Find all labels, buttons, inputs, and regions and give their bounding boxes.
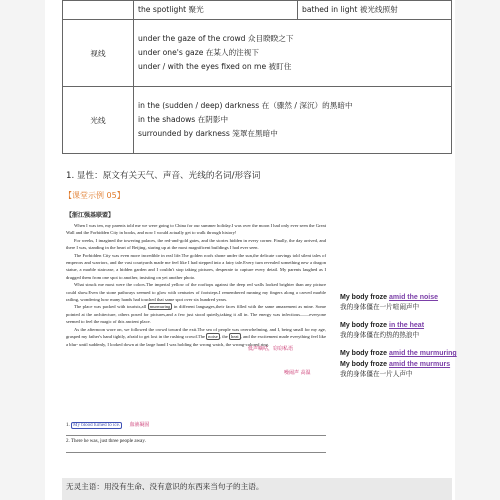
- table-row: [63, 87, 452, 154]
- table-row: [63, 20, 452, 87]
- answer-line: [66, 452, 326, 453]
- source-label: 【浙江强基联盟】: [66, 212, 115, 219]
- paragraph: For weeks, I imagined the towering palaces, the red-and-gold gates, and the stories hidden in every corner. Finally, the day arrived, and there I was, standing in the heart of Beijing, staring up at the most magnificent buildings I had ever seen.: [66, 237, 326, 251]
- passage: [66, 222, 326, 348]
- section-heading: 1. 显性：原文有关天气、声音、光线的名词/形容词: [66, 171, 261, 181]
- annotation-noise-heat: 噪闹声 高温: [284, 370, 311, 376]
- paragraph: [66, 303, 326, 325]
- question-1: 1. My blood turned to ice. 血液凝固: [66, 422, 150, 428]
- example-sentence: [340, 350, 457, 357]
- highlight-heat: heat: [231, 334, 239, 340]
- example-en: My body froze amid the noise: [340, 294, 439, 301]
- example-cn: 我的身体僵在一片喧闹声中: [340, 303, 420, 311]
- example-en: My body froze amid the murmuring: [340, 350, 457, 357]
- example-cn: 我的身体僵在灼热的热浪中: [340, 331, 420, 339]
- annotation-murmuring: 低声嘀咕，窃窃私语: [248, 346, 294, 352]
- example-cn: 我的身体僵在一片人声中: [340, 370, 413, 378]
- text-span: , the: [219, 334, 228, 340]
- paragraph: What struck me most were the colors.The imperial yellow of the rooftops against the deep red walls looked brighter than any picture could show.Even the stone pathways seemed to glow with centuries of footsteps.I remembered running my fingers along a carved marble railing, wondering how many hands had touched that same spot over six hundred years.: [66, 282, 326, 303]
- table-row: [63, 1, 452, 20]
- highlight-noise: noise: [208, 334, 218, 340]
- highlight-murmuring: murmuring: [149, 304, 171, 310]
- example-sentence: [340, 322, 424, 339]
- example-sentence: [340, 361, 450, 378]
- text-span: , and the excitement made everything feel like a blur- until suddenly, I looked down at the large hand I was holding the wrong watch, the wrong-colored ring.: [66, 334, 326, 347]
- example-tag: 【课堂示例 05】: [64, 191, 125, 200]
- phrase-line: in the (sudden / deep) darkness 在（骤然 / 深沉）的黑暗中: [138, 101, 353, 110]
- paragraph: When I was ten, my parents told me we were going to China for our summer holiday.I was over the moon I had only ever seen the Great Wall and the Forbidden City in books, and now I would actually get to walk through history!: [66, 223, 326, 236]
- table-cell: [63, 1, 134, 20]
- phrase-line: in the shadows 在阴影中: [138, 115, 229, 124]
- table-cell: [134, 87, 452, 154]
- text-span: The place was packed with tourists,all: [74, 304, 147, 310]
- phrase-line: surrounded by darkness 笼罩在黑暗中: [138, 129, 278, 138]
- answer-line: [66, 435, 326, 436]
- table-cell: bathed in light 被光线照射: [298, 1, 452, 20]
- highlight-answer: My blood turned to ice.: [73, 423, 121, 428]
- phrase-line: under the gaze of the crowd 众目睽睽之下: [138, 34, 294, 43]
- phrase-line: under one's gaze 在某人的注视下: [138, 48, 259, 57]
- text-span: As the afternoon wore on, we followed the crowd toward the exit.The sea of people was overwhelming, and I, being small for my age, grasped my father's hand tightly, afraid to get lost in the rushing crowd.The: [66, 326, 326, 340]
- table-cell: the spotlight 聚光: [134, 1, 298, 20]
- paragraph: The Forbidden City was even more incredible in real life.The golden roofs shone under the sun,the delicate carvings told silent tales of emperors and warriors, and the vast courtyards made me feel like I had stepped into a fairy tale.Every turn revealed something new a dragon statue, a marble staircase, a hidden garden and I couldn't stop taking pictures, desperate to capture every detail. My parents laughed as I dragged them from one spot to another, insisting on yet another photo.: [66, 252, 326, 280]
- phrase-line: under / with the eyes fixed on me 被盯住: [138, 62, 292, 71]
- text-span: in different languages,their faces filled with the same amazement as mine. Some pointed at the architecture, others posed for pictures,and a few just stood quietly,taking it all in. The energy was infectious——everyone seemed to feel the magic of this ancient place.: [66, 304, 326, 325]
- definition-banner: 无灵主语：用没有生命、没有意识的东西来当句子的主语。: [62, 478, 452, 500]
- annotation-q1: 血液凝固: [129, 422, 150, 428]
- example-en: My body froze in the heat: [340, 322, 425, 329]
- example-en: My body froze amid the murmurs: [340, 361, 451, 368]
- table-cell: [134, 20, 452, 87]
- category-cell: 光线: [63, 87, 134, 154]
- example-sentence: [340, 294, 438, 311]
- question-2: 2. There he was, just three people away.: [66, 439, 146, 444]
- vocab-table: [62, 0, 452, 154]
- category-cell: 视线: [63, 20, 134, 87]
